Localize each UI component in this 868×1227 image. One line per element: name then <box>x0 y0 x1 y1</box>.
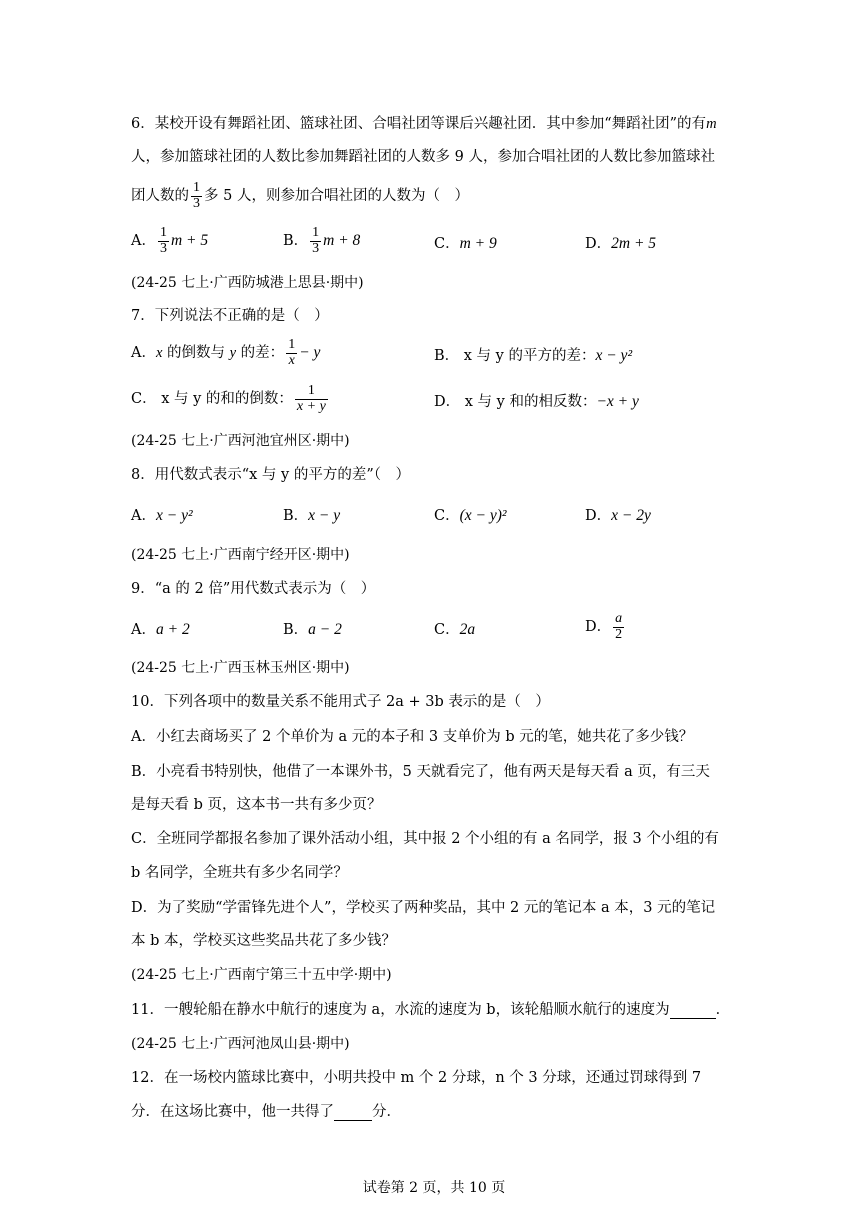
q9-option-d <box>585 612 626 642</box>
q11-end: ． <box>715 1002 731 1018</box>
q9-option-d-fraction <box>613 612 624 642</box>
source-q7: (24-25 七上·广西防城港上思县·期中) <box>131 275 364 291</box>
q11-text: 11．一艘轮船在静水中航行的速度为 a，水流的速度为 b，该轮船顺水航行的速度为 <box>131 1002 670 1018</box>
q6-option-b-fraction <box>310 226 321 256</box>
q6-text-3a: 团人数的 <box>131 188 189 205</box>
q9-option-c-label: C． <box>434 622 460 638</box>
q6-option-d-label: D． <box>585 236 612 252</box>
q7-option-a <box>131 338 320 368</box>
q6-option-c-label: C． <box>434 236 460 252</box>
source-q8: (24-25 七上·广西河池宜州区·期中) <box>131 433 350 449</box>
q11-line <box>131 1003 730 1019</box>
q7-option-d-text: x 与 y 和的相反数： <box>460 394 597 410</box>
q7-c-frac-num: 1 <box>295 384 328 400</box>
q6-a-frac-den: 3 <box>159 240 167 256</box>
q8-option-b-expr: x − y <box>308 507 341 524</box>
q7-c-frac-den: x + y <box>296 398 326 414</box>
q12-answer-blank[interactable] <box>334 1105 372 1121</box>
q6-option-a-label: A． <box>131 233 156 250</box>
q10-option-b-line-2: 是每天看 b 页，这本书一共有多少页？ <box>131 797 382 813</box>
q7-option-a-fraction <box>286 338 297 368</box>
q7-option-b-expr: x − y² <box>595 347 633 364</box>
q6-line-2 <box>131 150 715 165</box>
q6-frac-den: 3 <box>193 195 200 211</box>
q7-option-a-label: A． <box>131 345 156 362</box>
q6-frac-num: 1 <box>193 180 200 195</box>
q7-option-b-text: x 与 y 的平方的差： <box>459 348 596 364</box>
q9-option-c <box>434 622 475 638</box>
q7-a-frac-den: x <box>288 352 295 368</box>
q8-option-b <box>283 508 340 524</box>
q12-line-1: 12．在一场校内篮球比赛中，小明共投中 m 个 2 分球，n 个 3 分球，还通过罚球得到 7 <box>131 1070 702 1086</box>
q7-option-d-expr: −x + y <box>596 393 639 410</box>
q6-text-1: 6．某校开设有舞蹈社团、篮球社团、合唱社团等课后兴趣社团．其中参加“舞蹈社团”的有 <box>131 116 707 132</box>
q8-stem: 8．用代数式表示“x 与 y 的平方的差”（ ） <box>131 467 410 483</box>
q6-option-a-expr: m + 5 <box>170 232 209 250</box>
q10-stem: 10．下列各项中的数量关系不能用式子 2a + 3b 表示的是（ ） <box>131 694 550 710</box>
q6-option-a <box>131 226 208 256</box>
q10-option-d-line-1: D．为了奖励“学雷锋先进个人”，学校买了两种奖品，其中 2 元的笔记本 a 本，3 元的笔记 <box>131 900 716 916</box>
q10-option-d-line-2: 本 b 本，学校买这些奖品共花了多少钱？ <box>131 933 396 949</box>
q7-a-text-2: 的差： <box>236 345 285 362</box>
q7-option-c-fraction <box>295 384 328 414</box>
q10-option-b-line-1: B．小亮看书特别快，他借了一本课外书，5 天就看完了，他有两天是每天看 a 页，有三天 <box>131 764 710 780</box>
q7-option-c <box>131 384 330 414</box>
q8-option-a-label: A． <box>131 508 156 524</box>
q9-option-b <box>283 622 342 638</box>
q9-option-a-expr: a + 2 <box>155 621 190 638</box>
q9-option-b-label: B． <box>283 622 309 638</box>
q9-stem: 9．“a 的 2 倍”用代数式表示为（ ） <box>131 581 376 597</box>
q12-text-2b: 分． <box>372 1104 401 1120</box>
q7-a-x: x <box>155 345 163 362</box>
q6-var-m: m <box>706 116 717 132</box>
q7-stem: 7．下列说法不正确的是（ ） <box>131 308 329 324</box>
q7-option-d-label: D． <box>434 394 461 410</box>
q7-option-c-label: C． <box>131 391 157 408</box>
page-footer: 试卷第 2 页，共 10 页 <box>362 1180 506 1196</box>
source-q10: (24-25 七上·广西玉林玉州区·期中) <box>131 660 350 676</box>
q6-option-b-expr: m + 8 <box>323 232 361 250</box>
source-q9: (24-25 七上·广西南宁经开区·期中) <box>131 547 350 563</box>
q12-line-2 <box>131 1105 401 1121</box>
q7-a-y: y <box>229 345 237 362</box>
q6-text-3b: 多 5 人，则参加合唱社团的人数为（ ） <box>204 188 469 205</box>
q10-option-c-line-2: b 名同学，全班共有多少名同学？ <box>131 865 348 881</box>
q8-option-c-label: C． <box>434 508 460 524</box>
q10-option-c-line-1: C．全班同学都报名参加了课外活动小组，其中报 2 个小组的有 a 名同学，报 3 个小组的有 <box>131 831 719 847</box>
q11-answer-blank[interactable] <box>670 1003 716 1019</box>
q6-option-c-expr: m + 9 <box>459 235 497 252</box>
q6-option-d <box>585 236 656 252</box>
q6-option-d-expr: 2m + 5 <box>611 235 657 252</box>
q6-line-3 <box>131 181 469 211</box>
q8-option-a <box>131 508 193 524</box>
q7-option-b-label: B． <box>434 348 460 364</box>
q10-option-a: A．小红去商场买了 2 个单价为 a 元的本子和 3 支单价为 b 元的笔，她共花了多少钱？ <box>131 729 694 745</box>
q8-option-d-label: D． <box>585 508 612 524</box>
q9-option-a-label: A． <box>131 622 156 638</box>
q6-b-frac-num: 1 <box>312 225 320 240</box>
source-q11: (24-25 七上·广西南宁第三十五中学·期中) <box>131 967 392 983</box>
q6-option-a-fraction <box>158 226 169 256</box>
q9-option-d-label: D． <box>585 619 612 636</box>
q9-option-a <box>131 622 190 638</box>
q6-option-b-label: B． <box>283 233 309 250</box>
q8-option-c-expr: (x − y)² <box>459 507 507 524</box>
q8-option-b-label: B． <box>283 508 309 524</box>
q7-option-c-text: x 与 y 的和的倒数： <box>156 391 293 408</box>
q9-option-c-expr: 2a <box>459 621 476 638</box>
q8-option-a-expr: x − y² <box>155 507 193 524</box>
q8-option-c <box>434 508 507 524</box>
q6-option-b <box>283 226 360 256</box>
q7-option-a-expr: − y <box>299 344 321 362</box>
source-q12: (24-25 七上·广西河池凤山县·期中) <box>131 1036 350 1052</box>
q7-option-d <box>434 394 639 410</box>
q7-a-text: 的倒数与 <box>162 345 230 362</box>
q9-d-frac-den: 2 <box>615 626 623 642</box>
q9-option-b-expr: a − 2 <box>308 621 342 638</box>
q6-option-c <box>434 236 497 252</box>
q9-d-frac-num: a <box>615 611 623 626</box>
q8-option-d <box>585 508 651 524</box>
q6-fraction <box>191 181 202 211</box>
q6-a-frac-num: 1 <box>159 225 167 240</box>
q7-option-b <box>434 348 632 364</box>
q6-line-1 <box>131 117 717 132</box>
q6-b-frac-den: 3 <box>312 240 320 256</box>
q8-option-d-expr: x − 2y <box>611 507 651 524</box>
q7-a-frac-num: 1 <box>288 337 296 352</box>
q6-text-2: 人，参加篮球社团的人数比参加舞蹈社团的人数多 9 人，参加合唱社团的人数比参加篮球社 <box>131 149 715 165</box>
q12-text-2a: 分．在这场比赛中，他一共得了 <box>131 1104 334 1120</box>
